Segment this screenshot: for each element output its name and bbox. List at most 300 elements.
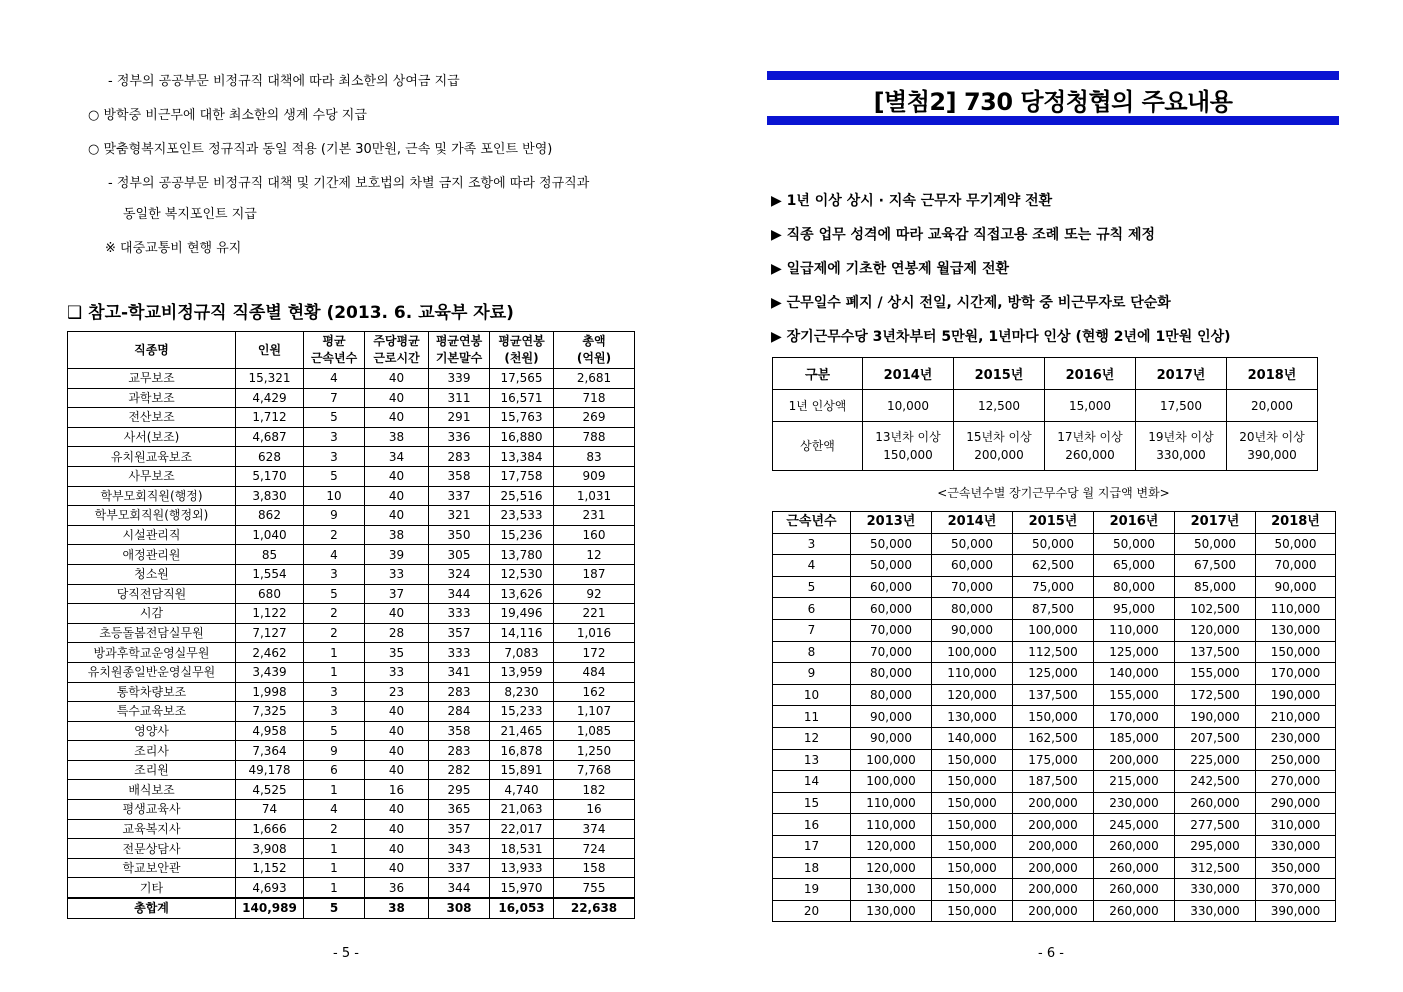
table-cell: 100,000 <box>851 771 932 793</box>
table-cell: 40 <box>365 760 429 780</box>
cap-year: 13년차 이상 <box>875 430 941 444</box>
table-row <box>68 780 635 800</box>
table-cell: 7,127 <box>236 623 304 643</box>
table-cell: 8 <box>773 641 851 663</box>
table-cell: 150,000 <box>932 835 1013 857</box>
table-cell: 3 <box>304 427 365 447</box>
table-row <box>68 741 635 761</box>
cap-year: 15년차 이상 <box>966 430 1032 444</box>
table-cell: 284 <box>429 702 490 722</box>
table-cell: 학부모회직원(행정외) <box>68 506 236 526</box>
table-cell: 40 <box>365 702 429 722</box>
table-cell: 학부모회직원(행정) <box>68 486 236 506</box>
table-cell: 305 <box>429 545 490 565</box>
table-cell: 4,958 <box>236 721 304 741</box>
table-row <box>68 623 635 643</box>
cap-row <box>773 422 1318 471</box>
table-cell: 5 <box>304 466 365 486</box>
table-cell: 1,107 <box>554 702 635 722</box>
table-row <box>68 584 635 604</box>
table-cell: 283 <box>429 682 490 702</box>
table-cell: 2 <box>304 819 365 839</box>
table-cell: 16 <box>365 780 429 800</box>
table-cell: 70,000 <box>851 641 932 663</box>
header-cell: 2018년 <box>1256 512 1336 534</box>
table-cell: 85 <box>236 545 304 565</box>
bullet-5: ▶ 장기근무수당 3년차부터 5만원, 1년마다 인상 (현행 2년에 1만원 인상) <box>771 329 1231 345</box>
table-row <box>773 533 1336 555</box>
table-row <box>68 427 635 447</box>
table-cell: 3,908 <box>236 839 304 859</box>
table-cell: 5 <box>304 408 365 428</box>
table-cell: 15,970 <box>490 878 554 898</box>
table-cell: 90,000 <box>851 727 932 749</box>
table-cell: 1,666 <box>236 819 304 839</box>
table-cell: 225,000 <box>1175 749 1256 771</box>
table-cell: 8,230 <box>490 682 554 702</box>
table-row <box>773 900 1336 922</box>
table-cell: 1,998 <box>236 682 304 702</box>
table-cell: 350,000 <box>1256 857 1336 879</box>
table-row <box>773 771 1336 793</box>
table-cell: 155,000 <box>1175 663 1256 685</box>
header-cell: 2016년 <box>1045 358 1136 390</box>
table-cell: 초등돌봄전담실무원 <box>68 623 236 643</box>
table-cell: 1,016 <box>554 623 635 643</box>
header-cell: 평균 근속년수 <box>304 332 365 369</box>
table-cell: 162,500 <box>1013 727 1094 749</box>
table-cell: 28 <box>365 623 429 643</box>
table-cell: 100,000 <box>851 749 932 771</box>
table-cell: 40 <box>365 858 429 878</box>
table-cell: 365 <box>429 800 490 820</box>
table-cell: 190,000 <box>1256 684 1336 706</box>
table-cell: 90,000 <box>1256 576 1336 598</box>
table-row <box>68 878 635 898</box>
table-cell: 130,000 <box>1256 619 1336 641</box>
table-cell: 344 <box>429 878 490 898</box>
table-cell: 37 <box>365 584 429 604</box>
table-cell: 150,000 <box>1013 706 1094 728</box>
table-cell: 40 <box>365 486 429 506</box>
table-cell: 110,000 <box>851 792 932 814</box>
table-cell: 청소원 <box>68 564 236 584</box>
table-row <box>68 466 635 486</box>
table-cell: 50,000 <box>851 533 932 555</box>
table-cell: 5,170 <box>236 466 304 486</box>
table-row <box>773 619 1336 641</box>
table-row <box>773 684 1336 706</box>
table-cell: 162 <box>554 682 635 702</box>
page-number-right: - 6 - <box>1038 946 1064 961</box>
table-cell: 15 <box>773 792 851 814</box>
table-row <box>773 879 1336 901</box>
table-cell: 67,500 <box>1175 555 1256 577</box>
table-row <box>68 604 635 624</box>
text-line-2: ○ 방학중 비근무에 대한 최소한의 생계 수당 지급 <box>88 108 367 123</box>
table-cell <box>1227 422 1318 471</box>
table-cell: 70,000 <box>851 619 932 641</box>
table-cell: 12 <box>554 545 635 565</box>
table-row <box>773 555 1336 577</box>
table-cell: 230,000 <box>1094 792 1175 814</box>
table-cell: 19,496 <box>490 604 554 624</box>
table-cell: 조리원 <box>68 760 236 780</box>
cap-year: 17년차 이상 <box>1057 430 1123 444</box>
table-cell: 330,000 <box>1256 835 1336 857</box>
table-cell: 260,000 <box>1094 835 1175 857</box>
table-cell: 1,250 <box>554 741 635 761</box>
table-cell: 15,000 <box>1045 390 1136 422</box>
table-cell: 90,000 <box>851 706 932 728</box>
table-cell: 283 <box>429 741 490 761</box>
table-cell: 120,000 <box>1175 619 1256 641</box>
table-cell: 260,000 <box>1094 857 1175 879</box>
table-cell: 34 <box>365 447 429 467</box>
table-cell: 3 <box>773 533 851 555</box>
table-row <box>68 800 635 820</box>
table-cell: 조리사 <box>68 741 236 761</box>
table-cell: 10,000 <box>863 390 954 422</box>
table-cell: 200,000 <box>1013 814 1094 836</box>
table-cell: 12,530 <box>490 564 554 584</box>
table-row <box>68 545 635 565</box>
table-cell: 18,531 <box>490 839 554 859</box>
table-cell: 231 <box>554 506 635 526</box>
table-cell: 718 <box>554 388 635 408</box>
table-cell: 60,000 <box>851 576 932 598</box>
table-cell: 2 <box>304 525 365 545</box>
table-cell: 245,000 <box>1094 814 1175 836</box>
table-cell: 5 <box>304 584 365 604</box>
table-cell: 12 <box>773 727 851 749</box>
header-cell: 2015년 <box>1013 512 1094 534</box>
bullet-1: ▶ 1년 이상 상시 · 지속 근무자 무기계약 전환 <box>771 193 1053 209</box>
table-cell: 3 <box>304 564 365 584</box>
table-cell: 250,000 <box>1256 749 1336 771</box>
table-row <box>68 408 635 428</box>
text-line-6: ※ 대중교통비 현행 유지 <box>105 241 242 256</box>
table-row <box>68 682 635 702</box>
table-row <box>68 525 635 545</box>
table-cell: 18 <box>773 857 851 879</box>
table-cell: 전문상담사 <box>68 839 236 859</box>
table-row <box>68 760 635 780</box>
header-cell: 인원 <box>236 332 304 369</box>
table-cell: 788 <box>554 427 635 447</box>
table-cell: 교무보조 <box>68 369 236 389</box>
table-cell: 260,000 <box>1175 792 1256 814</box>
table-cell: 17 <box>773 835 851 857</box>
table-cell: 85,000 <box>1175 576 1256 598</box>
table-cell: 16 <box>773 814 851 836</box>
table-cell: 50,000 <box>1175 533 1256 555</box>
table-cell: 110,000 <box>851 814 932 836</box>
table-cell: 337 <box>429 486 490 506</box>
table-cell: 137,500 <box>1175 641 1256 663</box>
table-cell: 308 <box>429 898 490 918</box>
table-cell: 137,500 <box>1013 684 1094 706</box>
table-cell: 3,439 <box>236 662 304 682</box>
table-cell: 150,000 <box>932 879 1013 901</box>
table-cell: 200,000 <box>1013 900 1094 922</box>
table-cell: 150,000 <box>932 814 1013 836</box>
table-cell: 187 <box>554 564 635 584</box>
table-cell: 40 <box>365 800 429 820</box>
table-cell: 358 <box>429 721 490 741</box>
table-cell: 187,500 <box>1013 771 1094 793</box>
table-caption: <근속년수별 장기근무수당 월 지급액 변화> <box>937 486 1170 500</box>
table-cell: 350 <box>429 525 490 545</box>
table-cell: 3 <box>304 702 365 722</box>
table-cell: 260,000 <box>1094 900 1175 922</box>
table-row <box>68 447 635 467</box>
table-cell: 15,233 <box>490 702 554 722</box>
table-cell: 150,000 <box>1256 641 1336 663</box>
table-cell: 16,053 <box>490 898 554 918</box>
table-cell: 평생교육사 <box>68 800 236 820</box>
table-cell: 35 <box>365 643 429 663</box>
cap-year: 20년차 이상 <box>1239 430 1305 444</box>
table-cell: 36 <box>365 878 429 898</box>
table-row <box>773 727 1336 749</box>
table-cell: 277,500 <box>1175 814 1256 836</box>
cap-value: 330,000 <box>1156 448 1206 462</box>
table-cell: 40 <box>365 604 429 624</box>
table-cell: 344 <box>429 584 490 604</box>
text-line-5: 동일한 복지포인트 지급 <box>123 207 257 222</box>
table-cell: 210,000 <box>1256 706 1336 728</box>
table-cell: 310,000 <box>1256 814 1336 836</box>
table-cell: 16,878 <box>490 741 554 761</box>
table-cell: 112,500 <box>1013 641 1094 663</box>
table-cell: 125,000 <box>1094 641 1175 663</box>
table-cell: 155,000 <box>1094 684 1175 706</box>
table-cell: 38 <box>365 898 429 918</box>
table-cell: 7 <box>304 388 365 408</box>
table-cell: 16,880 <box>490 427 554 447</box>
table-cell: 282 <box>429 760 490 780</box>
table-cell: 130,000 <box>851 879 932 901</box>
bullet-3: ▶ 일급제에 기초한 연봉제 월급제 전환 <box>771 261 1009 277</box>
table-cell: 50,000 <box>1013 533 1094 555</box>
table-cell: 15,321 <box>236 369 304 389</box>
page-title: [별첨2] 730 당정청협의 주요내용 <box>873 88 1233 116</box>
table-cell: 140,000 <box>1094 663 1175 685</box>
table-cell: 215,000 <box>1094 771 1175 793</box>
table-cell <box>954 422 1045 471</box>
annual-increase-row <box>773 390 1318 422</box>
table-cell: 1,712 <box>236 408 304 428</box>
table-cell: 333 <box>429 643 490 663</box>
table-cell: 4,429 <box>236 388 304 408</box>
table-cell: 120,000 <box>851 857 932 879</box>
table-cell: 80,000 <box>851 663 932 685</box>
table-cell: 방과후학교운영실무원 <box>68 643 236 663</box>
table-cell: 200,000 <box>1013 857 1094 879</box>
table-cell: 5 <box>304 721 365 741</box>
table-cell: 1 <box>304 643 365 663</box>
table-header-row <box>773 512 1336 534</box>
table-cell: 2 <box>304 623 365 643</box>
table-cell: 87,500 <box>1013 598 1094 620</box>
table-cell: 170,000 <box>1256 663 1336 685</box>
table-cell: 애정관리원 <box>68 545 236 565</box>
table-cell: 유치원교육보조 <box>68 447 236 467</box>
table-cell: 40 <box>365 741 429 761</box>
table-cell: 40 <box>365 721 429 741</box>
table-cell: 7 <box>773 619 851 641</box>
table-cell: 39 <box>365 545 429 565</box>
table-row <box>68 702 635 722</box>
table-row <box>68 858 635 878</box>
table-cell: 7,364 <box>236 741 304 761</box>
table-cell: 5 <box>773 576 851 598</box>
section-title: ❑ 참고-학교비정규직 직종별 현황 (2013. 6. 교육부 자료) <box>67 303 514 323</box>
table-cell: 150,000 <box>932 771 1013 793</box>
table-cell: 60,000 <box>932 555 1013 577</box>
table-cell: 15,763 <box>490 408 554 428</box>
header-cell: 직종명 <box>68 332 236 369</box>
table-cell: 125,000 <box>1013 663 1094 685</box>
table-cell: 1,040 <box>236 525 304 545</box>
table-cell: 130,000 <box>851 900 932 922</box>
table-cell: 336 <box>429 427 490 447</box>
cap-value: 150,000 <box>883 448 933 462</box>
header-cell: 2016년 <box>1094 512 1175 534</box>
table-cell: 724 <box>554 839 635 859</box>
table-cell: 172 <box>554 643 635 663</box>
header-cell: 평균연봉 기본말수 <box>429 332 490 369</box>
title-bar-bottom <box>767 116 1339 125</box>
table-cell: 1 <box>304 839 365 859</box>
table-cell: 40 <box>365 506 429 526</box>
table-cell: 270,000 <box>1256 771 1336 793</box>
table-cell: 사서(보조) <box>68 427 236 447</box>
table-cell: 유치원종일반운영실무원 <box>68 662 236 682</box>
table-cell: 당직전담직원 <box>68 584 236 604</box>
table-cell: 1,031 <box>554 486 635 506</box>
bullet-2: ▶ 직종 업무 성격에 따라 교육감 직접고용 조례 또는 규칙 제정 <box>771 227 1156 243</box>
table-cell: 13,626 <box>490 584 554 604</box>
table-cell: 370,000 <box>1256 879 1336 901</box>
table-cell: 150,000 <box>932 857 1013 879</box>
table-cell: 16 <box>554 800 635 820</box>
table-cell: 2,462 <box>236 643 304 663</box>
header-cell: 주당평균 근로시간 <box>365 332 429 369</box>
cap-value: 200,000 <box>974 448 1024 462</box>
table-row <box>68 839 635 859</box>
table-cell: 1,152 <box>236 858 304 878</box>
table-cell: 5 <box>304 898 365 918</box>
table-cell: 영양사 <box>68 721 236 741</box>
table-cell: 70,000 <box>932 576 1013 598</box>
table-cell: 22,017 <box>490 819 554 839</box>
table-row <box>68 643 635 663</box>
table-cell: 50,000 <box>932 533 1013 555</box>
table-cell: 185,000 <box>1094 727 1175 749</box>
table-cell: 사무보조 <box>68 466 236 486</box>
table-cell: 전산보조 <box>68 408 236 428</box>
table-cell: 13,780 <box>490 545 554 565</box>
table-cell: 15,236 <box>490 525 554 545</box>
table-cell: 92 <box>554 584 635 604</box>
table-cell: 484 <box>554 662 635 682</box>
table-cell: 33 <box>365 662 429 682</box>
total-row <box>68 898 635 918</box>
increase-table <box>772 357 1318 471</box>
table-cell: 242,500 <box>1175 771 1256 793</box>
table-cell: 269 <box>554 408 635 428</box>
text-line-3: ○ 맞춤형복지포인트 정규직과 동일 적용 (기본 30만원, 근속 및 가족 포인트 반영) <box>88 142 553 157</box>
table-cell: 260,000 <box>1094 879 1175 901</box>
table-cell: 150,000 <box>932 900 1013 922</box>
header-cell: 2018년 <box>1227 358 1318 390</box>
table-cell: 7,083 <box>490 643 554 663</box>
table-cell: 1 <box>304 858 365 878</box>
table-cell: 175,000 <box>1013 749 1094 771</box>
table-cell: 49,178 <box>236 760 304 780</box>
table-cell: 17,565 <box>490 369 554 389</box>
table-cell: 3,830 <box>236 486 304 506</box>
table-cell: 50,000 <box>1256 533 1336 555</box>
table-cell: 23,533 <box>490 506 554 526</box>
table-cell: 4 <box>304 369 365 389</box>
table-cell: 357 <box>429 623 490 643</box>
table-cell: 13 <box>773 749 851 771</box>
table-cell: 시감 <box>68 604 236 624</box>
table-row <box>773 706 1336 728</box>
table-cell: 120,000 <box>851 835 932 857</box>
table-cell: 120,000 <box>932 684 1013 706</box>
table-cell: 7,325 <box>236 702 304 722</box>
table-row <box>773 792 1336 814</box>
table-cell: 17,500 <box>1136 390 1227 422</box>
header-cell: 2015년 <box>954 358 1045 390</box>
table-cell: 20,000 <box>1227 390 1318 422</box>
table-cell: 4,525 <box>236 780 304 800</box>
table-cell: 6 <box>773 598 851 620</box>
table-cell: 150,000 <box>932 792 1013 814</box>
table-cell: 295,000 <box>1175 835 1256 857</box>
table-cell: 150,000 <box>932 749 1013 771</box>
table-cell: 14 <box>773 771 851 793</box>
table-cell: 909 <box>554 466 635 486</box>
table-cell: 4,687 <box>236 427 304 447</box>
table-cell: 1,122 <box>236 604 304 624</box>
text-line-1: - 정부의 공공부문 비정규직 대책에 따라 최소한의 상여금 지급 <box>108 74 460 89</box>
table-cell: 13,959 <box>490 662 554 682</box>
table-cell: 1년 인상액 <box>773 390 863 422</box>
table-cell: 50,000 <box>851 555 932 577</box>
table-cell: 2 <box>304 604 365 624</box>
table-cell: 357 <box>429 819 490 839</box>
table-cell: 312,500 <box>1175 857 1256 879</box>
table-row <box>773 641 1336 663</box>
table-cell: 17,758 <box>490 466 554 486</box>
table-cell: 40 <box>365 369 429 389</box>
table-cell: 6 <box>304 760 365 780</box>
table-cell: 4 <box>773 555 851 577</box>
table-cell: 기타 <box>68 878 236 898</box>
table-cell: 140,000 <box>932 727 1013 749</box>
table-cell: 90,000 <box>932 619 1013 641</box>
table-cell: 290,000 <box>1256 792 1336 814</box>
table-cell <box>1136 422 1227 471</box>
table-cell: 172,500 <box>1175 684 1256 706</box>
table-cell: 4,693 <box>236 878 304 898</box>
table-cell: 20 <box>773 900 851 922</box>
